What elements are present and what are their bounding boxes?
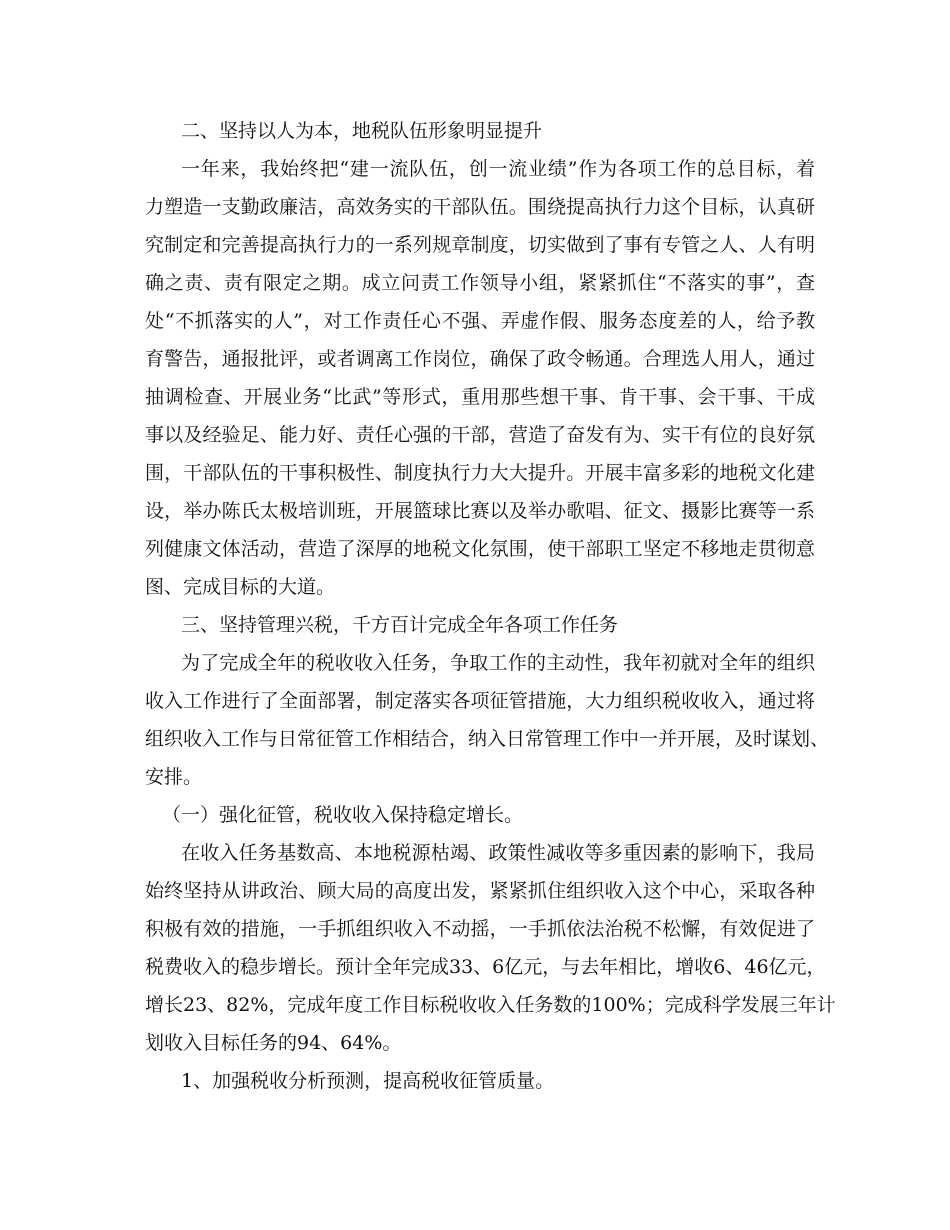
paragraph-line: 图、完成目标的大道。 — [145, 576, 336, 598]
subsection-heading-1: （一）强化征管，税收收入保持稳定增长。 — [162, 804, 524, 826]
paragraph-line: 事以及经验足、能力好、责任心强的干部，营造了奋发有为、实干有位的良好氛 — [145, 424, 815, 446]
paragraph-line: 围，干部队伍的干事积极性、制度执行力大大提升。开展丰富多彩的地税文化建 — [145, 462, 815, 484]
paragraph-line: 收入工作进行了全面部署，制定落实各项征管措施，大力组织税收收入，通过将 — [145, 690, 815, 712]
paragraph-line: 为了完成全年的税收收入任务，争取工作的主动性，我年初就对全年的组织 — [181, 652, 815, 674]
section-heading-2: 二、坚持以人为本，地税队伍形象明显提升 — [181, 120, 543, 142]
paragraph-line: 始终坚持从讲政治、顾大局的高度出发，紧紧抓住组织收入这个中心，采取各种 — [145, 880, 815, 902]
paragraph-line: 划收入目标任务的94、64%。 — [145, 1032, 402, 1054]
numbered-item-heading: 1、加强税收分析预测，提高税收征管质量。 — [181, 1070, 555, 1092]
paragraph-line: 处“不抓落实的人”，对工作责任心不强、弄虚作假、服务态度差的人，给予教 — [145, 310, 815, 332]
paragraph-line: 抽调检查、开展业务“比武”等形式，重用那些想干事、肯干事、会干事、干成 — [145, 386, 815, 408]
paragraph-line: 确之责、责有限定之期。成立问责工作领导小组，紧紧抓住“不落实的事”，查 — [145, 272, 815, 294]
paragraph-line: 积极有效的措施，一手抓组织收入不动摇，一手抓依法治税不松懈，有效促进了 — [145, 918, 815, 940]
paragraph-line: 安排。 — [145, 766, 203, 788]
paragraph-line: 究制定和完善提高执行力的一系列规章制度，切实做到了事有专管之人、人有明 — [145, 234, 815, 256]
section-heading-3: 三、坚持管理兴税，千方百计完成全年各项工作任务 — [181, 614, 619, 636]
paragraph-line: 在收入任务基数高、本地税源枯竭、政策性减收等多重因素的影响下，我局 — [181, 842, 815, 864]
paragraph-line: 税费收入的稳步增长。预计全年完成33、6亿元，与去年相比，增收6、46亿元， — [145, 956, 826, 978]
paragraph-line: 一年来，我始终把“建一流队伍，创一流业绩”作为各项工作的总目标，着 — [181, 158, 815, 180]
paragraph-line: 增长23、82%，完成年度工作目标税收收入任务数的100%；完成科学发展三年计 — [145, 994, 836, 1016]
paragraph-line: 力塑造一支勤政廉洁，高效务实的干部队伍。围绕提高执行力这个目标，认真研 — [145, 196, 815, 218]
paragraph-line: 育警告，通报批评，或者调离工作岗位，确保了政令畅通。合理选人用人，通过 — [145, 348, 815, 370]
paragraph-line: 组织收入工作与日常征管工作相结合，纳入日常管理工作中一并开展，及时谋划、 — [145, 728, 830, 750]
paragraph-line: 列健康文体活动，营造了深厚的地税文化氛围，使干部职工坚定不移地走贯彻意 — [145, 538, 815, 560]
paragraph-line: 设，举办陈氏太极培训班，开展篮球比赛以及举办歌唱、征文、摄影比赛等一系 — [145, 500, 815, 522]
